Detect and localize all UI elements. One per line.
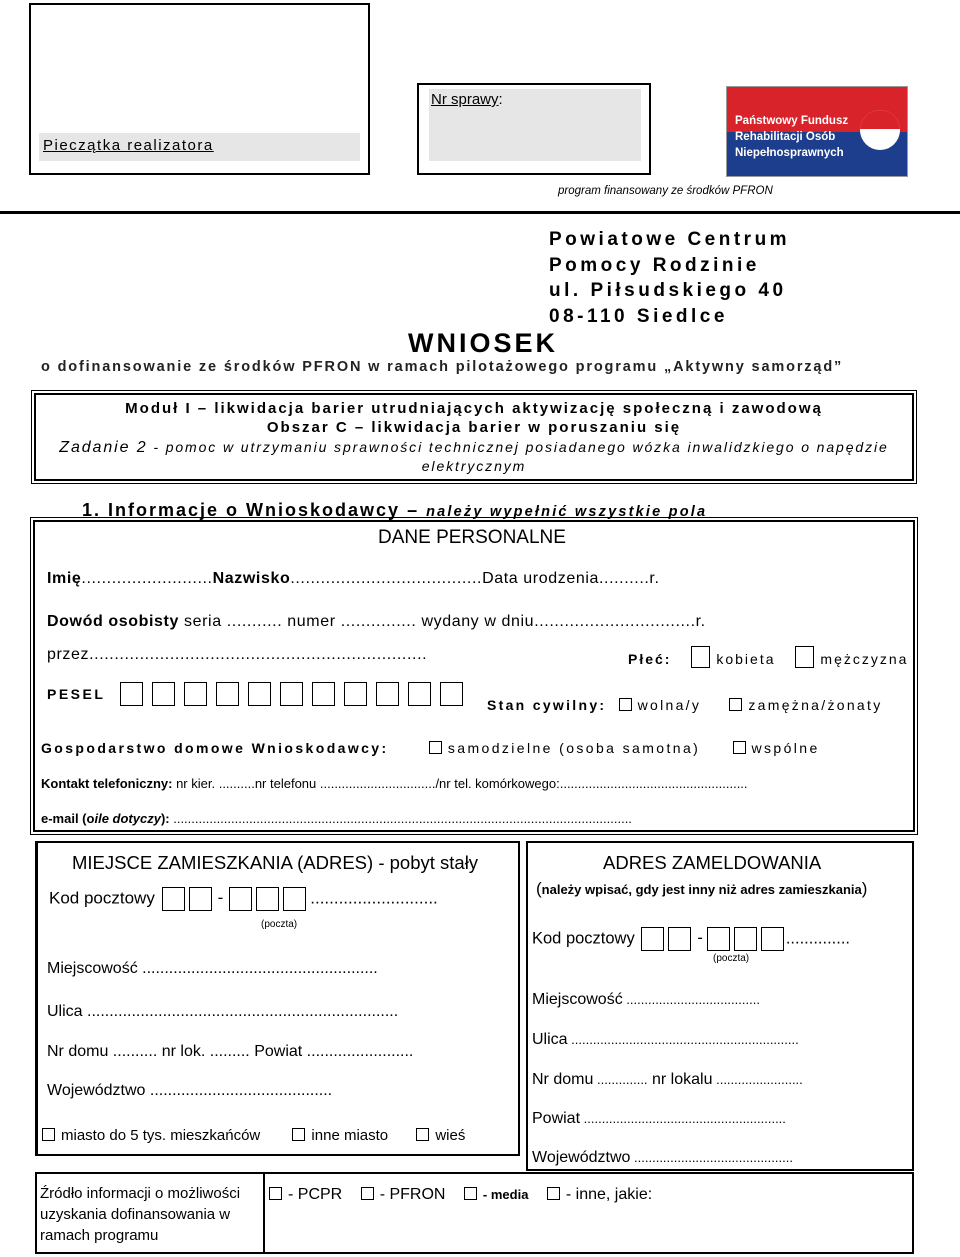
stamp-box	[29, 3, 370, 175]
id-issued-field[interactable]: ................................r.	[534, 613, 706, 630]
registration-post-office-field[interactable]: ..............	[785, 929, 851, 948]
residence-voivodeship-label: Województwo	[47, 1082, 146, 1099]
funding-note: program finansowany ze środków PFRON	[558, 185, 773, 197]
residence-voivodeship-row	[47, 1082, 332, 1100]
postal-digit-box[interactable]	[668, 927, 691, 951]
registration-voivodeship-row	[532, 1149, 793, 1167]
household-label: Gospodarstwo domowe Wnioskodawcy:	[41, 740, 389, 756]
pesel-digit-box[interactable]	[280, 682, 303, 706]
registration-house-field[interactable]: ..............	[593, 1072, 648, 1087]
module-box	[34, 393, 914, 481]
residence-street-label: Ulica	[47, 1003, 83, 1020]
registration-box	[526, 841, 914, 1171]
residence-flat-label: nr lok.	[161, 1043, 206, 1060]
postal-digit-box[interactable]	[641, 927, 664, 951]
module-task-label: Zadanie 2	[59, 439, 148, 456]
registration-postal-row: Kod pocztowy - ..............	[532, 927, 850, 951]
contact-row	[41, 776, 748, 791]
id-series-field[interactable]: ...........	[221, 613, 283, 630]
source-divider	[263, 1174, 265, 1254]
marital-single-label: wolna/y	[637, 697, 702, 713]
registration-post-office-hint: (poczta)	[713, 953, 750, 964]
logo-line-2: Rehabilitacji Osób	[735, 131, 836, 143]
source-options	[269, 1186, 652, 1204]
sex-female-checkbox[interactable]	[691, 646, 710, 668]
registration-title: ADRES ZAMELDOWANIA	[603, 852, 822, 873]
first-name-label: Imię	[47, 570, 82, 587]
residence-voivodeship-field[interactable]: .........................................	[145, 1082, 333, 1099]
locality-village-label: wieś	[435, 1127, 466, 1144]
postal-digit-box[interactable]	[256, 887, 279, 911]
sex-female-label: kobieta	[716, 651, 776, 667]
stamp-label: Pieczątka realizatora	[43, 137, 214, 154]
registration-house-label: Nr domu	[532, 1071, 594, 1088]
document-subtitle: o dofinansowanie ze środków PFRON w ramach pilotażowego programu „Aktywny samorząd”	[41, 359, 844, 375]
residence-postal-row: Kod pocztowy - ...........................	[49, 887, 438, 911]
issuer-field[interactable]: ...................................................................	[89, 646, 428, 663]
section-1-note: należy wypełnić wszystkie pola	[426, 504, 708, 520]
issuer-row	[47, 646, 427, 664]
residence-house-field[interactable]: ..........	[108, 1043, 158, 1060]
registration-postal-label: Kod pocztowy	[532, 929, 635, 948]
pesel-digit-box[interactable]	[248, 682, 271, 706]
household-shared-label: wspólne	[751, 740, 820, 756]
addressee-line-3: ul. Piłsudskiego 40	[549, 280, 787, 301]
source-other-checkbox[interactable]	[547, 1187, 560, 1200]
residence-flat-field[interactable]: .........	[205, 1043, 250, 1060]
surname-field[interactable]: ......................................	[290, 570, 483, 587]
residence-post-office-hint: (poczta)	[261, 919, 298, 930]
module-task-text: - pomoc w utrzymaniu sprawności technicznej posiadanego wózka inwalidzkiego o napędzie elektrycznym	[147, 439, 889, 474]
marital-row	[487, 697, 883, 713]
source-label: Źródło informacji o możliwości uzyskania dofinansowania w ramach programu	[40, 1185, 241, 1244]
first-name-field[interactable]: ..........................	[81, 570, 213, 587]
case-number-box: Nr sprawy:	[417, 83, 651, 175]
residence-street-row	[47, 1003, 398, 1021]
addressee-line-4: 08-110 Siedlce	[549, 305, 728, 327]
pesel-row	[47, 682, 472, 706]
residence-box	[35, 841, 520, 1156]
household-shared-checkbox[interactable]	[733, 741, 746, 754]
addressee-line-1: Powiatowe Centrum	[549, 229, 791, 250]
id-series-label: seria	[184, 613, 222, 630]
postal-digit-box[interactable]	[229, 887, 252, 911]
contact-field[interactable]: nr kier. ..........nr telefonu ................................/nr tel. komórkowego:....................................................	[172, 776, 748, 791]
pesel-digit-box[interactable]	[408, 682, 431, 706]
residence-street-field[interactable]: ......................................................................	[82, 1003, 399, 1020]
registration-house-row	[532, 1071, 803, 1089]
email-label: e-mail (o	[41, 811, 95, 826]
sex-row	[628, 646, 908, 668]
locality-other-city-checkbox[interactable]	[292, 1128, 305, 1141]
contact-label: Kontakt telefoniczny:	[41, 776, 173, 791]
logo-line-1: Państwowy Fundusz	[735, 115, 849, 127]
source-other-label: - inne, jakie:	[565, 1186, 653, 1203]
residence-county-field[interactable]: ........................	[302, 1043, 414, 1060]
residence-locality-row	[42, 1127, 465, 1144]
marital-married-label: zamężna/żonaty	[748, 697, 883, 713]
source-media-checkbox[interactable]	[464, 1187, 477, 1200]
source-media-label: - media	[482, 1187, 529, 1202]
residence-city-label: Miejscowość	[47, 960, 138, 977]
registration-county-field[interactable]: ........................................................	[580, 1111, 786, 1126]
case-number-label: Nr sprawy	[431, 91, 499, 108]
residence-house-row	[47, 1043, 413, 1061]
logo-emblem-icon	[859, 109, 901, 151]
marital-married-checkbox[interactable]	[729, 698, 742, 711]
personal-data-box	[33, 520, 915, 832]
module-task	[56, 438, 892, 476]
sex-male-label: mężczyzna	[820, 651, 909, 667]
source-box	[35, 1172, 914, 1254]
addressee-block	[549, 227, 790, 329]
email-row: e-mail (oile dotyczy): ...............................................................................................................................	[41, 811, 632, 826]
pesel-digit-box[interactable]	[184, 682, 207, 706]
registration-street-label: Ulica	[532, 1031, 568, 1048]
residence-postal-label: Kod pocztowy	[49, 888, 155, 908]
pesel-digit-box[interactable]	[216, 682, 239, 706]
pesel-digit-box[interactable]	[344, 682, 367, 706]
module-line-2: Obszar C – likwidacja barier w poruszaniu się	[266, 419, 682, 436]
registration-street-row	[532, 1031, 799, 1049]
postal-digit-box[interactable]	[283, 887, 306, 911]
registration-voivodeship-field[interactable]: ............................................	[630, 1150, 793, 1165]
residence-title: MIEJSCE ZAMIESZKANIA (ADRES) - pobyt stały	[72, 852, 479, 873]
email-field[interactable]: ...............................................................................................................................	[169, 811, 632, 826]
pesel-digit-box[interactable]	[312, 682, 335, 706]
sex-label: Płeć:	[628, 651, 672, 667]
source-pfron-label: - PFRON	[379, 1186, 446, 1203]
pesel-digit-box[interactable]	[152, 682, 175, 706]
registration-flat-label: nr lokalu	[652, 1071, 713, 1088]
postal-digit-box[interactable]	[162, 887, 185, 911]
marital-single-checkbox[interactable]	[619, 698, 632, 711]
id-card-label: Dowód osobisty	[47, 613, 179, 630]
registration-city-label: Miejscowość	[532, 991, 623, 1008]
registration-city-row	[532, 991, 760, 1009]
registration-voivodeship-label: Województwo	[532, 1149, 631, 1166]
id-number-field[interactable]: ...............	[335, 613, 417, 630]
household-alone-label: samodzielne (osoba samotna)	[447, 740, 701, 756]
birth-date-field[interactable]: ..........r.	[598, 570, 660, 587]
registration-subtitle: (należy wpisać, gdy jest inny niż adres zamieszkania)	[536, 879, 868, 898]
section-1-heading: 1. Informacje o Wnioskodawcy – należy wypełnić wszystkie pola	[82, 500, 708, 520]
residence-city-field[interactable]: .....................................................	[137, 960, 378, 977]
id-issued-label: wydany w dniu	[421, 613, 535, 630]
pfron-logo	[726, 86, 908, 177]
sex-male-checkbox[interactable]	[795, 646, 814, 668]
source-pcpr-checkbox[interactable]	[269, 1187, 282, 1200]
pesel-digit-box[interactable]	[120, 682, 143, 706]
residence-county-label: Powiat	[254, 1043, 303, 1060]
source-pfron-checkbox[interactable]	[361, 1187, 374, 1200]
registration-city-field[interactable]: .....................................	[622, 992, 760, 1007]
marital-status-label: Stan cywilny:	[487, 697, 607, 713]
birth-date-label: Data urodzenia	[482, 570, 599, 587]
pesel-label: PESEL	[47, 686, 106, 702]
addressee-line-2: Pomocy Rodzinie	[549, 254, 760, 276]
logo-line-3: Niepełnosprawnych	[735, 147, 844, 159]
issuer-label: przez	[47, 646, 90, 663]
id-row	[47, 613, 706, 631]
locality-other-city-label: inne miasto	[311, 1127, 389, 1144]
registration-street-field[interactable]: ...............................................................	[567, 1032, 799, 1047]
personal-data-title: DANE PERSONALNE	[378, 527, 566, 548]
surname-label: Nazwisko	[212, 570, 291, 587]
residence-house-label: Nr domu	[47, 1043, 109, 1060]
postal-digit-box[interactable]	[707, 927, 730, 951]
pesel-digit-box[interactable]	[440, 682, 463, 706]
residence-city-row	[47, 960, 378, 978]
locality-town-label: miasto do 5 tys. mieszkańców	[61, 1127, 261, 1144]
postal-digit-box[interactable]	[189, 887, 212, 911]
household-alone-checkbox[interactable]	[429, 741, 442, 754]
name-row	[47, 570, 660, 588]
source-pcpr-label: - PCPR	[288, 1186, 343, 1203]
registration-county-row	[532, 1110, 786, 1128]
postal-digit-box[interactable]	[734, 927, 757, 951]
locality-town-checkbox[interactable]	[42, 1128, 55, 1141]
residence-post-office-field[interactable]: ...........................	[310, 888, 438, 908]
module-line-1: Moduł I – likwidacja barier utrudniających aktywizację społeczną i zawodową	[125, 400, 823, 417]
stamp-label-bar	[39, 133, 360, 161]
header-divider	[0, 211, 960, 214]
postal-digit-box[interactable]	[761, 927, 784, 951]
registration-county-label: Powiat	[532, 1110, 581, 1127]
registration-flat-field[interactable]: ........................	[712, 1072, 803, 1087]
locality-village-checkbox[interactable]	[416, 1128, 429, 1141]
document-title: WNIOSEK	[408, 328, 559, 358]
id-number-label: numer	[287, 613, 336, 630]
pesel-digit-box[interactable]	[376, 682, 399, 706]
household-row	[41, 740, 820, 756]
